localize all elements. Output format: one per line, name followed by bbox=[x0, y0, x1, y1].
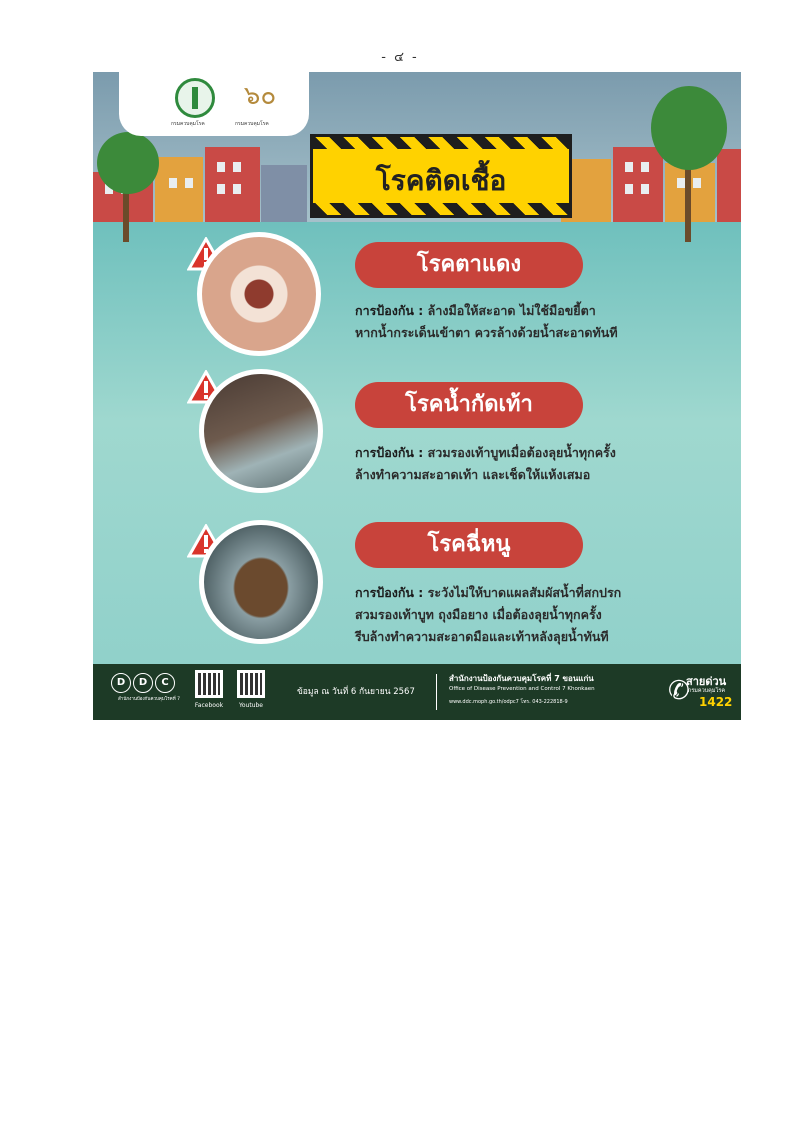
youtube-qr-label: Youtube bbox=[239, 702, 263, 709]
tree-left bbox=[97, 132, 159, 194]
red-eye-photo bbox=[197, 232, 321, 356]
prevention-label: การป้องกัน : bbox=[355, 303, 424, 318]
banner-title: โรคติดเชื้อ bbox=[375, 164, 507, 197]
ddc-letter: C bbox=[155, 673, 175, 693]
prevention-line: ระวังไม่ให้บาดแผลสัมผัสน้ำที่สกปรก bbox=[427, 585, 622, 600]
right-logo-caption: กรมควบคุมโรค bbox=[235, 121, 269, 127]
prevention-leptospirosis bbox=[355, 582, 715, 648]
disease-title-leptospirosis: โรคฉี่หนู bbox=[355, 522, 583, 568]
prevention-line: ล้างมือให้สะอาด ไม่ใช้มือขยี้ตา bbox=[427, 303, 596, 318]
hotline-title: สายด่วน bbox=[686, 675, 727, 688]
phone-icon: ✆ bbox=[668, 676, 690, 706]
banner-top-stripes bbox=[313, 137, 569, 149]
facebook-qr-code[interactable] bbox=[195, 670, 223, 698]
facebook-qr-label: Facebook bbox=[194, 702, 224, 709]
poster-footer bbox=[93, 664, 741, 720]
tree-right bbox=[651, 86, 727, 170]
ddc-letter: D bbox=[111, 673, 131, 693]
office-name-en: Office of Disease Prevention and Control 7 Khonkaen bbox=[449, 686, 595, 692]
tree-right-trunk bbox=[685, 162, 691, 242]
ddc-logo bbox=[111, 673, 175, 693]
prevention-pinkeye bbox=[355, 300, 715, 344]
prevention-label: การป้องกัน : bbox=[355, 585, 424, 600]
footer-divider bbox=[436, 674, 437, 710]
ddc-letter: D bbox=[133, 673, 153, 693]
prevention-label: การป้องกัน : bbox=[355, 445, 424, 460]
ddc-caption: สำนักงานป้องกันควบคุมโรคที่ 7 bbox=[118, 697, 180, 702]
hotline-subtitle: กรมควบคุมโรค bbox=[688, 688, 726, 694]
youtube-qr-code[interactable] bbox=[237, 670, 265, 698]
wet-feet-photo bbox=[199, 369, 323, 493]
anniversary-60-logo: ๖๐ bbox=[243, 81, 277, 111]
disease-title-athletes-foot: โรคน้ำกัดเท้า bbox=[355, 382, 583, 428]
warning-banner bbox=[310, 134, 572, 218]
hotline-number: 1422 bbox=[699, 695, 733, 709]
prevention-line: ล้างทำความสะอาดเท้า และเช็ดให้แห้งเสมอ bbox=[355, 467, 591, 482]
infographic-poster bbox=[93, 72, 741, 720]
ddc-emblem-icon bbox=[175, 78, 215, 118]
banner-bottom-stripes bbox=[313, 203, 569, 215]
page-number: - ๔ - bbox=[381, 50, 419, 65]
prevention-line: สวมรองเท้าบูท ถุงมือยาง เมื่อต้องลุยน้ำทุกครั้ง bbox=[355, 607, 602, 622]
disease-title-pinkeye: โรคตาแดง bbox=[355, 242, 583, 288]
left-logo-caption: กรมควบคุมโรค bbox=[171, 121, 205, 127]
logo-card bbox=[119, 72, 309, 136]
prevention-line: สวมรองเท้าบูทเมื่อต้องลุยน้ำทุกครั้ง bbox=[427, 445, 616, 460]
prevention-line: รีบล้างทำความสะอาดมือและเท้าหลังลุยน้ำทันที bbox=[355, 629, 609, 644]
office-name-th: สำนักงานป้องกันควบคุมโรคที่ 7 ขอนแก่น bbox=[449, 674, 594, 683]
rat-photo bbox=[199, 520, 323, 644]
prevention-line: หากน้ำกระเด็นเข้าตา ควรล้างด้วยน้ำสะอาดทันที bbox=[355, 325, 618, 340]
prevention-athletes-foot bbox=[355, 442, 715, 486]
office-website-phone: www.ddc.moph.go.th/odpc7 โทร. 043-222818-9 bbox=[449, 699, 568, 705]
data-date: ข้อมูล ณ วันที่ 6 กันยายน 2567 bbox=[297, 687, 415, 697]
